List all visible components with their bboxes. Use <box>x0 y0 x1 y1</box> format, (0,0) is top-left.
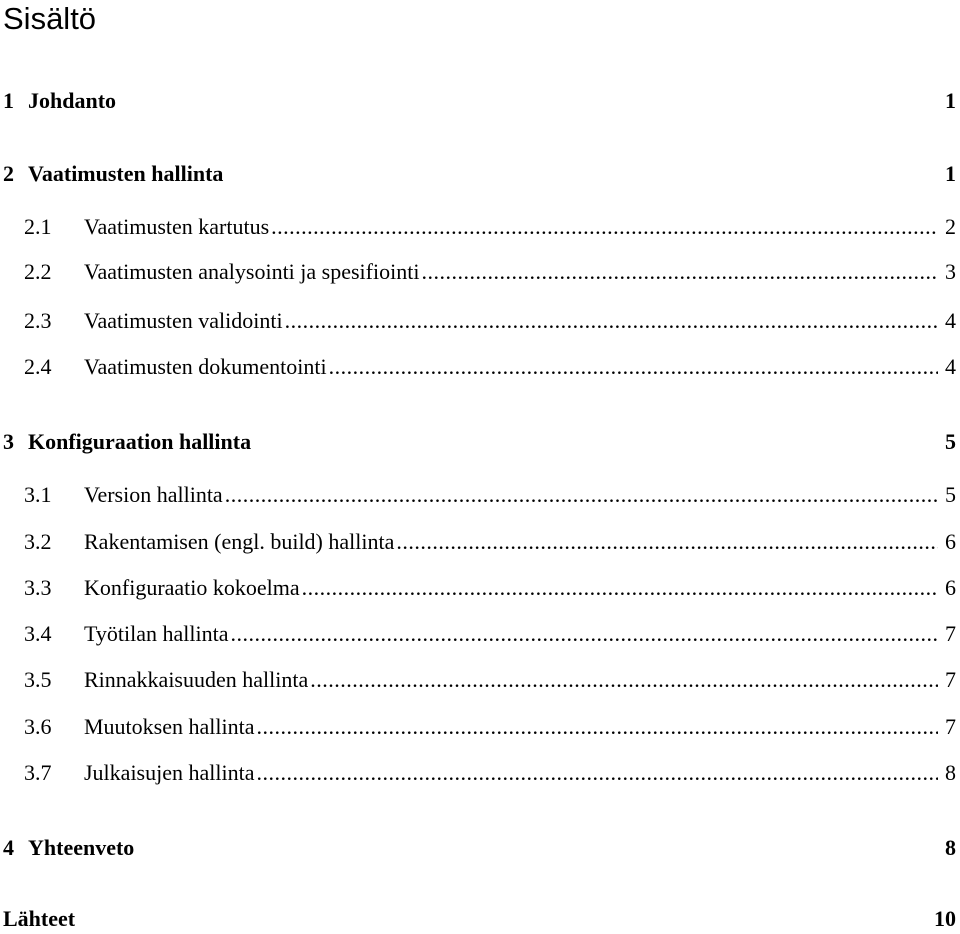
toc-entry-section-3-1[interactable] <box>0 480 960 510</box>
dot-leader <box>225 480 938 510</box>
entry-leader <box>84 619 938 649</box>
entry-leader <box>84 712 938 742</box>
toc-title: Sisältö <box>3 1 97 36</box>
entry-number: 3.1 <box>24 482 52 507</box>
entry-number: 3.2 <box>24 529 52 554</box>
entry-page-number: 8 <box>945 760 956 785</box>
entry-number: 3 <box>3 429 14 454</box>
toc-entry-chapter-4[interactable] <box>0 833 960 863</box>
entry-page-number: 7 <box>945 621 956 646</box>
entry-number: 2.3 <box>24 308 52 333</box>
toc-entry-section-3-3[interactable] <box>0 573 960 603</box>
toc-entry-section-2-2[interactable] <box>0 257 960 287</box>
entry-leader <box>84 665 938 695</box>
entry-page-number: 5 <box>945 482 956 507</box>
entry-page-number: 3 <box>945 259 956 284</box>
entry-page-number: 6 <box>945 575 956 600</box>
dot-leader <box>396 527 938 557</box>
entry-label: Vaatimusten kartutus <box>84 212 271 242</box>
entry-label: Vaatimusten dokumentointi <box>84 352 329 382</box>
toc-entry-section-3-6[interactable] <box>0 712 960 742</box>
dot-leader <box>285 306 938 336</box>
entry-number: 1 <box>3 88 14 113</box>
entry-label: Lähteet <box>3 906 76 931</box>
entry-label: Julkaisujen hallinta <box>84 758 256 788</box>
toc-entry-section-3-2[interactable] <box>0 527 960 557</box>
entry-label: Konfiguraation hallinta <box>28 429 252 454</box>
dot-leader <box>310 665 938 695</box>
toc-entry-chapter-1[interactable] <box>0 86 960 116</box>
entry-label: Yhteenveto <box>28 835 135 860</box>
toc-entry-references[interactable] <box>0 904 960 934</box>
entry-number: 3.6 <box>24 714 52 739</box>
entry-page-number: 7 <box>945 714 956 739</box>
entry-leader <box>84 480 938 510</box>
dot-leader <box>421 257 938 287</box>
entry-page-number: 2 <box>945 214 956 239</box>
entry-number: 3.3 <box>24 575 52 600</box>
entry-leader <box>84 758 938 788</box>
entry-label: Rinnakkaisuuden hallinta <box>84 665 310 695</box>
entry-leader <box>84 527 938 557</box>
dot-leader <box>302 573 938 603</box>
entry-leader <box>84 352 938 382</box>
entry-page-number: 7 <box>945 667 956 692</box>
dot-leader <box>230 619 938 649</box>
entry-label: Version hallinta <box>84 480 225 510</box>
entry-label: Vaatimusten validointi <box>84 306 285 336</box>
entry-label: Rakentamisen (engl. build) hallinta <box>84 527 396 557</box>
entry-number: 3.4 <box>24 621 52 646</box>
entry-number: 2.2 <box>24 259 52 284</box>
toc-entry-section-3-4[interactable] <box>0 619 960 649</box>
entry-leader <box>84 212 938 242</box>
entry-label: Vaatimusten analysointi ja spesifiointi <box>84 257 421 287</box>
toc-entry-chapter-3[interactable] <box>0 427 960 457</box>
entry-number: 2.4 <box>24 354 52 379</box>
dot-leader <box>256 758 938 788</box>
entry-page-number: 10 <box>934 906 956 931</box>
toc-entry-chapter-2[interactable] <box>0 159 960 189</box>
entry-label: Johdanto <box>28 88 117 113</box>
toc-entry-section-2-1[interactable] <box>0 212 960 242</box>
entry-leader <box>84 306 938 336</box>
entry-number: 4 <box>3 835 14 860</box>
toc-entry-section-2-4[interactable] <box>0 352 960 382</box>
entry-label: Työtilan hallinta <box>84 619 230 649</box>
entry-number: 2 <box>3 161 14 186</box>
toc-entry-section-2-3[interactable] <box>0 306 960 336</box>
entry-label: Muutoksen hallinta <box>84 712 256 742</box>
entry-leader <box>84 573 938 603</box>
entry-page-number: 1 <box>945 161 956 186</box>
entry-page-number: 6 <box>945 529 956 554</box>
dot-leader <box>256 712 938 742</box>
entry-number: 3.5 <box>24 667 52 692</box>
dot-leader <box>329 352 938 382</box>
entry-label: Konfiguraatio kokoelma <box>84 573 302 603</box>
entry-page-number: 8 <box>945 835 956 860</box>
entry-leader <box>84 257 938 287</box>
entry-number: 3.7 <box>24 760 52 785</box>
entry-page-number: 5 <box>945 429 956 454</box>
toc-entry-section-3-5[interactable] <box>0 665 960 695</box>
dot-leader <box>271 212 938 242</box>
entry-label: Vaatimusten hallinta <box>28 161 224 186</box>
toc-entry-section-3-7[interactable] <box>0 758 960 788</box>
entry-page-number: 4 <box>945 308 956 333</box>
entry-page-number: 4 <box>945 354 956 379</box>
entry-page-number: 1 <box>945 88 956 113</box>
entry-number: 2.1 <box>24 214 52 239</box>
